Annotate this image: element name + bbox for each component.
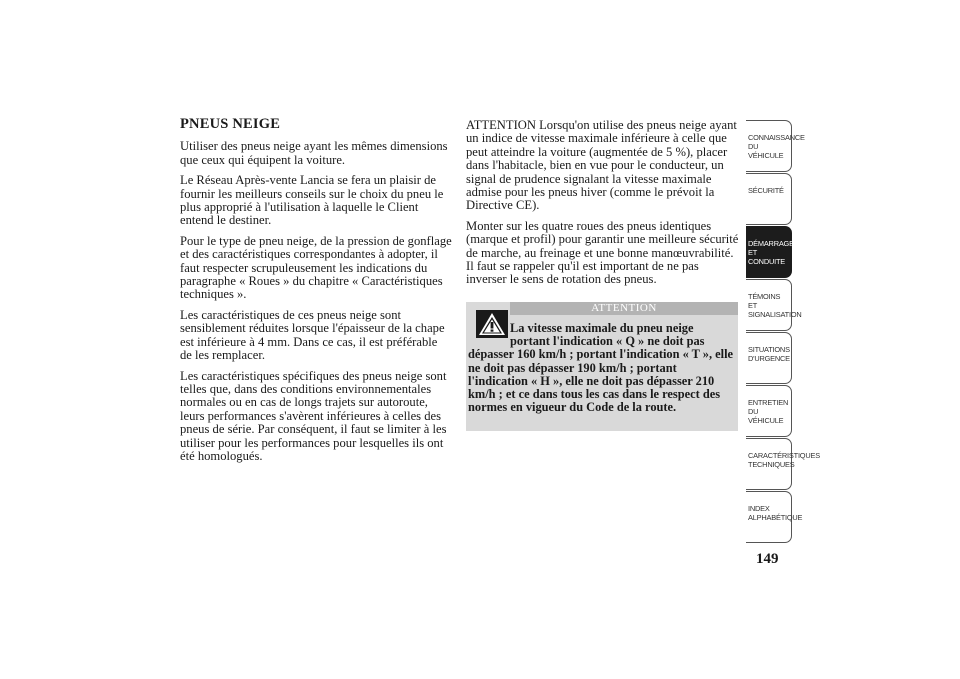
right-column xyxy=(466,119,740,294)
chapter-tabs xyxy=(746,120,820,546)
left-column xyxy=(180,118,452,470)
warning-box xyxy=(466,302,738,431)
paragraph: Le Réseau Après-vente Lancia se fera un plaisir de fournir les meilleurs conseils sur le choix du pneu le plus approprié à l'utilisation à laquelle le Client entend le destiner. xyxy=(180,173,444,228)
paragraph: Les caractéristiques de ces pneus neige sont sensiblement réduites lorsque l'épaisseur de la chape est inférieure à 4 mm. Dans ce cas, il est préférable de les remplacer. xyxy=(180,307,445,363)
section-title: PNEUS NEIGE xyxy=(180,116,281,132)
tab-securite[interactable]: SÉCURITÉ xyxy=(746,173,792,225)
warning-text-rest: dépasser 160 km/h ; portant l'indication « T », elle ne doit pas dépasser 190 km/h ; portant l'indication « H », elle ne doit pas dépasser 210 km/h ; et ce dans tous les cas dans le respect des normes en vigueur du Code de la route. xyxy=(468,347,734,415)
tab-entretien-du-vehicule[interactable]: ENTRETIEN DU VÉHICULE xyxy=(746,385,792,437)
tab-index-alphabetique[interactable]: INDEX ALPHABÉTIQUE xyxy=(746,491,792,543)
warning-label: ATTENTION xyxy=(510,302,738,315)
tab-temoins-et-signalisation[interactable]: TÉMOINS ET SIGNALISATION xyxy=(746,279,792,331)
paragraph: ATTENTION Lorsqu'on utilise des pneus neige ayant un indice de vitesse maximale inférieure à celle que peut atteindre la voiture (augmentée de 5 %), placer dans l'habitacle, bien en vue pour le conducteur, un signal de prudence signalant la vitesse maximale admise pour les pneus hiver (comme le prévoit la Directive CE). xyxy=(466,118,737,213)
paragraph: Pour le type de pneu neige, de la pression de gonflage et des caractéristiques correspondantes à adopter, il faut respecter scrupuleusement les indications du paragraphe « Roues » du chapitre « Caractéristiques techniques ». xyxy=(180,233,452,302)
paragraph: Monter sur les quatre roues des pneus identiques (marque et profil) pour garantir une meilleure sécurité de marche, au freinage et une bonne manœuvrabilité. Il faut se rappeler qu'il est important de ne pas inverser le sens de rotation des pneus. xyxy=(466,218,739,287)
warning-text xyxy=(468,322,734,414)
paragraph: Utiliser des pneus neige ayant les mêmes dimensions que ceux qui équipent la voiture. xyxy=(180,139,448,167)
page-number: 149 xyxy=(756,551,779,567)
tab-connaissance-du-vehicule[interactable]: CONNAISSANCE DU VÉHICULE xyxy=(746,120,792,172)
tab-caracteristiques-techniques[interactable]: CARACTÉRISTIQUES TECHNIQUES xyxy=(746,438,792,490)
tab-situations-d-urgence[interactable]: SITUATIONS D'URGENCE xyxy=(746,332,792,384)
paragraph: Les caractéristiques spécifiques des pneus neige sont telles que, dans des conditions environnementales normales ou en cas de longs trajets sur autoroute, leurs performances s'avèrent inférieures à celles des pneus de série. Par conséquent, il faut se limiter à les utiliser pour les performances pour lesquelles ils ont été homologués. xyxy=(180,368,447,463)
tab-demarrage-et-conduite[interactable]: DÉMARRAGE ET CONDUITE xyxy=(746,226,792,278)
warning-text-indented: La vitesse maximale du pneu neige portant l'indication « Q » ne doit pas xyxy=(510,321,705,349)
